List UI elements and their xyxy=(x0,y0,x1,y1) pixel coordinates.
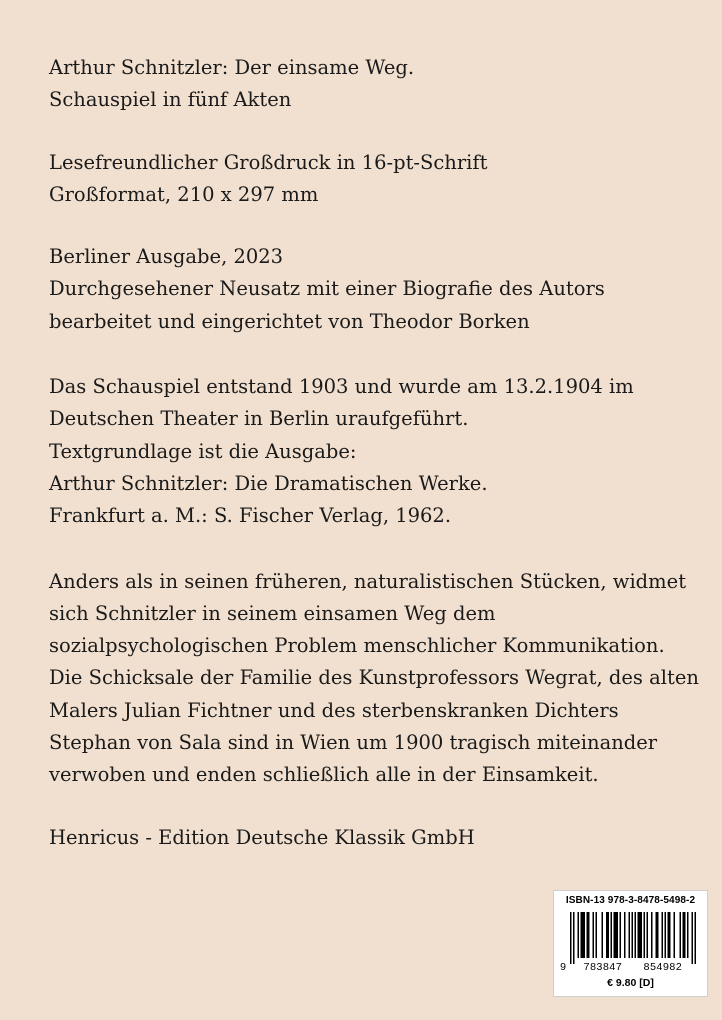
history-line-4: Arthur Schnitzler: Die Dramatischen Werke. xyxy=(49,471,488,495)
summary-line-5: Malers Julian Fichtner und des sterbenskranken Dichters xyxy=(49,698,619,722)
barcode-bar xyxy=(581,912,586,958)
edition-line-2: Durchgesehener Neusatz mit einer Biografie des Autors xyxy=(49,277,605,301)
barcode-bar xyxy=(656,912,659,958)
title-line-2: Schauspiel in fünf Akten xyxy=(49,88,292,112)
barcode-bar xyxy=(614,912,619,958)
summary-block xyxy=(49,566,699,792)
summary-line-1: Anders als in seinen früheren, naturalistischen Stücken, widmet xyxy=(49,569,687,593)
barcode-bar xyxy=(587,912,590,958)
barcode-bar xyxy=(687,912,689,958)
back-cover-text xyxy=(49,52,699,854)
barcode-bar xyxy=(624,912,626,958)
summary-line-2: sich Schnitzler in seinem einsamen Weg dem xyxy=(49,601,496,625)
barcode-bar xyxy=(647,912,649,958)
barcode-bar xyxy=(674,912,676,958)
history-line-2: Deutschen Theater in Berlin uraufgeführt. xyxy=(49,407,469,431)
isbn-label: ISBN-13 978-3-8478-5498-2 xyxy=(565,895,696,906)
barcode-bar xyxy=(695,912,697,964)
barcode-bar xyxy=(692,912,694,964)
barcode-bar xyxy=(611,912,613,958)
barcode-bar xyxy=(620,912,622,958)
barcode-bar xyxy=(602,912,604,958)
barcode-bar xyxy=(596,912,598,958)
barcode-digit-first: 9 xyxy=(560,961,566,972)
barcode-bar xyxy=(680,912,682,958)
history-line-3: Textgrundlage ist die Ausgabe: xyxy=(49,439,357,463)
barcode-bar xyxy=(635,912,637,958)
history-line-1: Das Schauspiel entstand 1903 und wurde am 13.2.1904 im xyxy=(49,375,634,399)
barcode-bar xyxy=(629,912,631,958)
barcode-bar xyxy=(683,912,686,958)
barcode-bar xyxy=(644,912,646,958)
format-line-1: Lesefreundlicher Großdruck in 16-pt-Schrift xyxy=(49,150,488,174)
barcode-bar xyxy=(570,912,572,964)
barcode-digits-right: 854982 xyxy=(643,961,683,972)
barcode-bar xyxy=(665,912,667,958)
barcode-bars xyxy=(570,912,696,964)
barcode-bar xyxy=(593,912,595,958)
summary-line-4: Die Schicksale der Familie des Kunstprofessors Wegrat, des alten xyxy=(49,666,699,690)
barcode-bar xyxy=(606,912,609,958)
barcode xyxy=(560,912,703,972)
format-line-2: Großformat, 210 x 297 mm xyxy=(49,182,319,206)
history-block xyxy=(49,371,689,532)
barcode-bar xyxy=(632,912,634,958)
barcode-bar xyxy=(668,912,671,958)
barcode-bar xyxy=(651,912,653,958)
edition-line-3: bearbeitet und eingerichtet von Theodor Borken xyxy=(49,309,530,333)
history-line-5: Frankfurt a. M.: S. Fischer Verlag, 1962. xyxy=(49,504,452,528)
barcode-bar xyxy=(638,912,643,958)
barcode-bar xyxy=(578,912,580,958)
title-block xyxy=(49,52,689,117)
isbn-barcode-box xyxy=(553,890,708,997)
edition-block xyxy=(49,241,689,338)
summary-line-3: sozialpsychologischen Problem menschlicher Kommunikation. xyxy=(49,634,665,658)
edition-line-1: Berliner Ausgabe, 2023 xyxy=(49,245,284,269)
summary-line-7: verwoben und enden schließlich alle in der Einsamkeit. xyxy=(49,763,599,787)
price-label: € 9.80 [D] xyxy=(607,977,654,989)
summary-line-6: Stephan von Sala sind in Wien um 1900 tragisch miteinander xyxy=(49,731,658,755)
title-line-1: Arthur Schnitzler: Der einsame Weg. xyxy=(49,56,415,79)
publisher-block xyxy=(49,822,689,854)
barcode-bar xyxy=(662,912,664,958)
barcode-bar xyxy=(573,912,575,964)
publisher-line: Henricus - Edition Deutsche Klassik GmbH xyxy=(49,825,475,849)
barcode-digits-left: 783847 xyxy=(583,961,623,972)
format-block xyxy=(49,147,689,212)
